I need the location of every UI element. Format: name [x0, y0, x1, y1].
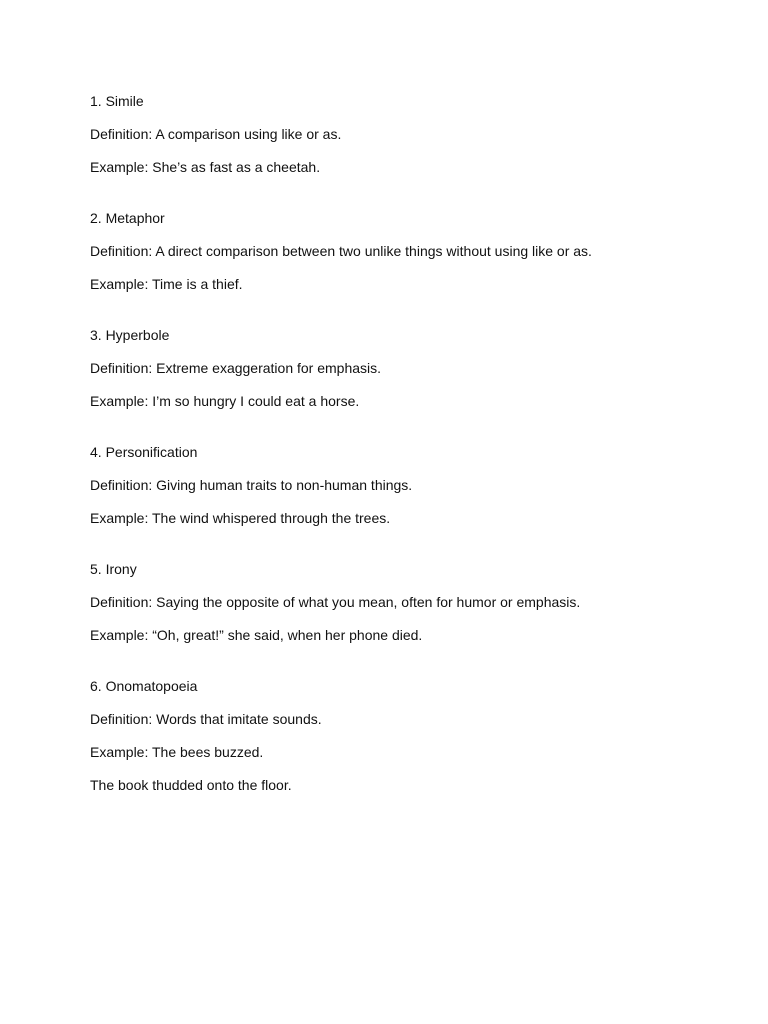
entry-definition: Definition: Saying the opposite of what you mean, often for humor or emphasis. — [90, 594, 581, 610]
entry-heading: 4. Personification — [90, 444, 198, 460]
entry-example: Example: I’m so hungry I could eat a horse. — [90, 393, 360, 409]
entry-example-extra: The book thudded onto the floor. — [90, 777, 292, 793]
entry-personification — [90, 443, 730, 527]
entry-heading: 6. Onomatopoeia — [90, 678, 198, 694]
entry-heading: 1. Simile — [90, 93, 144, 109]
entry-simile — [90, 92, 730, 176]
entry-metaphor — [90, 209, 730, 293]
entry-heading: 5. Irony — [90, 561, 137, 577]
entry-heading: 2. Metaphor — [90, 210, 165, 226]
entry-heading: 3. Hyperbole — [90, 327, 170, 343]
entry-example: Example: Time is a thief. — [90, 276, 243, 292]
entry-definition: Definition: A direct comparison between two unlike things without using like or as. — [90, 243, 592, 259]
document-body — [90, 92, 730, 827]
entry-definition: Definition: Words that imitate sounds. — [90, 711, 322, 727]
entry-example: Example: She’s as fast as a cheetah. — [90, 159, 321, 175]
entry-example: Example: “Oh, great!” she said, when her phone died. — [90, 627, 423, 643]
entry-irony — [90, 560, 730, 644]
entry-example: Example: The wind whispered through the trees. — [90, 510, 391, 526]
entry-definition: Definition: Extreme exaggeration for emphasis. — [90, 360, 382, 376]
entry-onomatopoeia — [90, 677, 730, 794]
entry-definition: Definition: A comparison using like or as. — [90, 126, 342, 142]
entry-definition: Definition: Giving human traits to non-human things. — [90, 477, 413, 493]
entry-hyperbole — [90, 326, 730, 410]
entry-example: Example: The bees buzzed. — [90, 744, 264, 760]
